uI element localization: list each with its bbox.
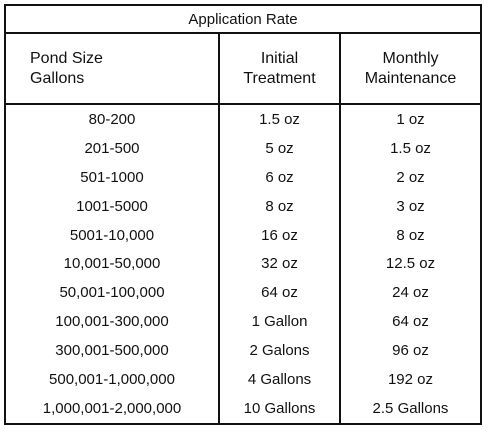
initial-treatment-cell: 1 Gallon bbox=[220, 307, 341, 336]
table-row bbox=[6, 336, 480, 365]
header-pond-size: Pond Size Gallons bbox=[6, 34, 220, 103]
monthly-maintenance-cell: 3 oz bbox=[396, 197, 425, 215]
initial-treatment-cell: 32 oz bbox=[220, 250, 341, 279]
monthly-maintenance-cell: 12.5 oz bbox=[385, 255, 436, 273]
monthly-maintenance-cell: 8 oz bbox=[396, 226, 425, 244]
monthly-maintenance-cell: 24 oz bbox=[392, 284, 429, 302]
initial-treatment-cell: 5 oz bbox=[220, 134, 341, 163]
header-monthly-maintenance: Monthly Maintenance bbox=[364, 49, 457, 87]
initial-treatment-cell: 2 Galons bbox=[220, 336, 341, 365]
initial-treatment-cell: 4 Gallons bbox=[220, 365, 341, 394]
monthly-maintenance-cell: 1.5 oz bbox=[390, 139, 431, 157]
monthly-maintenance-cell: 192 oz bbox=[387, 371, 434, 389]
initial-treatment-cell: 16 oz bbox=[220, 221, 341, 250]
initial-treatment-cell: 64 oz bbox=[220, 278, 341, 307]
pond-size-cell: 500,001-1,000,000 bbox=[6, 365, 220, 394]
pond-size-cell: 1001-5000 bbox=[6, 192, 220, 221]
initial-treatment-cell: 10 Gallons bbox=[220, 394, 341, 423]
pond-size-cell: 1,000,001-2,000,000 bbox=[6, 394, 220, 423]
table-body bbox=[6, 105, 480, 423]
monthly-maintenance-cell: 64 oz bbox=[392, 313, 429, 331]
table-row bbox=[6, 365, 480, 394]
table-row bbox=[6, 394, 480, 423]
table-row bbox=[6, 105, 480, 134]
header-initial-treatment: Initial Treatment bbox=[220, 34, 341, 103]
initial-treatment-cell: 6 oz bbox=[220, 163, 341, 192]
table-title: Application Rate bbox=[6, 6, 480, 34]
pond-size-cell: 10,001-50,000 bbox=[6, 250, 220, 279]
initial-treatment-cell: 1.5 oz bbox=[220, 105, 341, 134]
pond-size-cell: 100,001-300,000 bbox=[6, 307, 220, 336]
table-row bbox=[6, 192, 480, 221]
table-header-row bbox=[6, 34, 480, 105]
pond-size-cell: 80-200 bbox=[6, 105, 220, 134]
pond-size-cell: 300,001-500,000 bbox=[6, 336, 220, 365]
monthly-maintenance-cell: 96 oz bbox=[392, 342, 429, 360]
application-rate-table bbox=[4, 4, 482, 425]
table-row bbox=[6, 221, 480, 250]
pond-size-cell: 5001-10,000 bbox=[6, 221, 220, 250]
pond-size-cell: 501-1000 bbox=[6, 163, 220, 192]
monthly-maintenance-cell: 2 oz bbox=[396, 168, 425, 186]
table-row bbox=[6, 250, 480, 279]
table-row bbox=[6, 307, 480, 336]
monthly-maintenance-cell: 1 oz bbox=[396, 110, 425, 128]
pond-size-cell: 50,001-100,000 bbox=[6, 278, 220, 307]
monthly-maintenance-cell: 2.5 Gallons bbox=[372, 400, 449, 418]
initial-treatment-cell: 8 oz bbox=[220, 192, 341, 221]
table-row bbox=[6, 134, 480, 163]
table-row bbox=[6, 278, 480, 307]
table-row bbox=[6, 163, 480, 192]
pond-size-cell: 201-500 bbox=[6, 134, 220, 163]
